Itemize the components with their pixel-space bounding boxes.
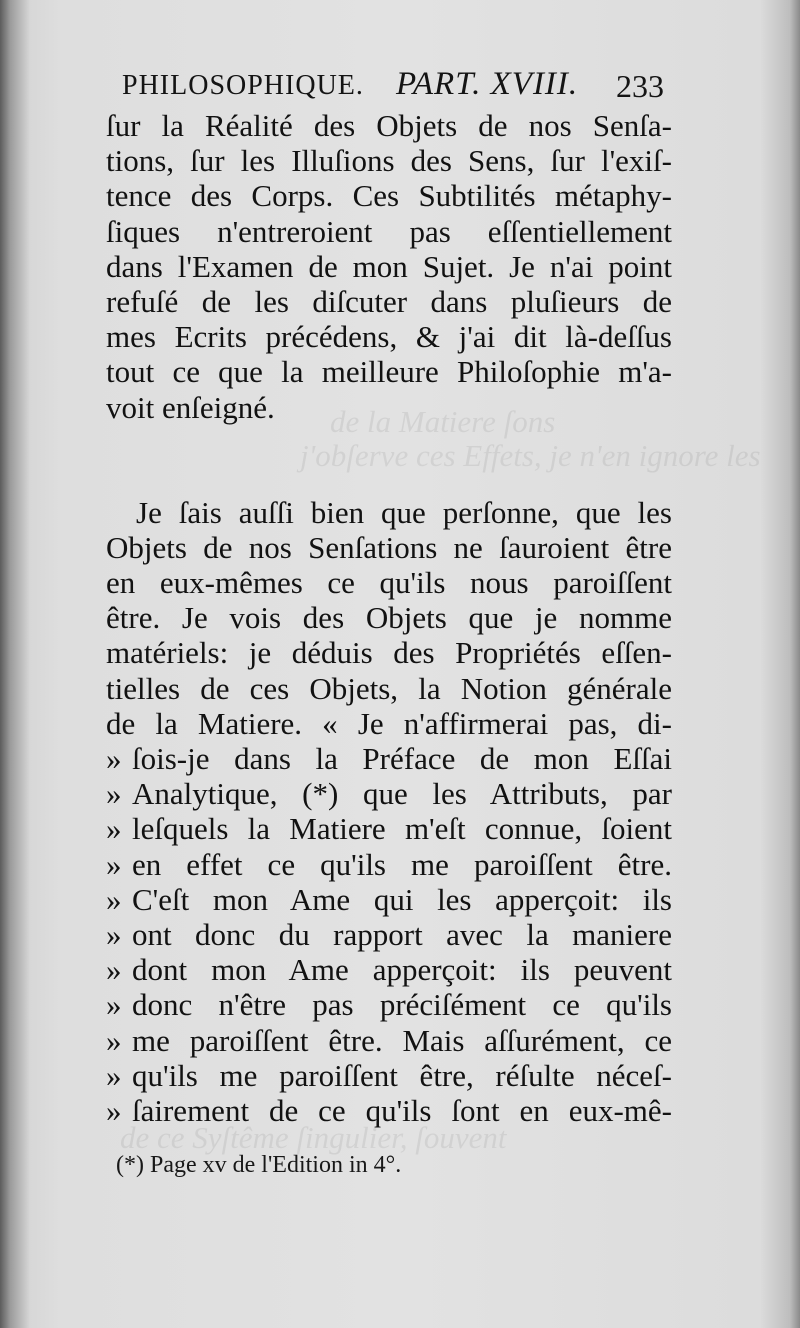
quoted-line <box>106 1023 672 1058</box>
text-line: Objets de nos Senſations ne ſauroient être <box>106 529 672 565</box>
quoted-line <box>106 1093 672 1128</box>
quote-mark: » <box>106 881 122 917</box>
quote-mark: » <box>106 776 122 812</box>
text-line: ſur la Réalité des Objets de nos Senſa- <box>106 108 672 143</box>
text-line: ſois-je dans la Préface de mon Eſſai <box>132 741 672 776</box>
text-line: ſairement de ce qu'ils ſont en eux-mê- <box>132 1092 672 1128</box>
text-line: dont mon Ame apperçoit: ils peuvent <box>132 952 672 988</box>
running-header <box>104 64 684 114</box>
quoted-line <box>106 847 672 882</box>
text-line: tielles de ces Objets, la Notion générale <box>106 670 672 706</box>
quote-mark: » <box>106 1022 122 1058</box>
quoted-line <box>106 776 672 811</box>
quote-mark: » <box>106 811 122 847</box>
text-line: être. Je vois des Objets que je nomme <box>106 600 672 636</box>
text-line: mes Ecrits précédens, & j'ai dit là-deſſus <box>106 319 672 355</box>
quoted-line <box>106 917 672 952</box>
paragraph-gap <box>106 425 672 495</box>
quote-mark: » <box>106 846 122 882</box>
text-line: refuſé de les diſcuter dans pluſieurs de <box>106 283 672 319</box>
text-line: voit enſeigné. <box>106 389 275 425</box>
footnote: (*) Page xv de l'Edition in 4°. <box>116 1152 402 1178</box>
text-line: Je ſais auſſi bien que perſonne, que les <box>136 494 672 530</box>
text-line: me paroiſſent être. Mais aſſurément, ce <box>132 1022 672 1058</box>
text-line: tout ce que la meilleure Philoſophie m'a- <box>106 354 672 390</box>
header-title: PHILOSOPHIQUE. <box>122 70 364 101</box>
bleed-through-text: j'obſerve ces Effets, je n'en ignore les <box>300 438 761 473</box>
page-body <box>106 108 672 1128</box>
quoted-line <box>106 811 672 846</box>
quote-mark: » <box>106 1092 122 1128</box>
text-line: tence des Corps. Ces Subtilités métaphy- <box>106 178 672 214</box>
text-line: en eux-mêmes ce qu'ils nous paroiſſent <box>106 565 672 601</box>
quoted-line <box>106 952 672 987</box>
bleed-through-text: de ce Syſtême ſingulier, ſouvent <box>120 1120 507 1155</box>
paragraph-2 <box>106 495 672 1128</box>
quote-mark: » <box>106 1057 122 1093</box>
quote-mark: » <box>106 952 122 988</box>
text-line: donc n'être pas préciſément ce qu'ils <box>132 987 672 1023</box>
quoted-line <box>106 882 672 917</box>
quoted-line <box>106 987 672 1022</box>
bleed-through-text: de la Matiere ſons <box>330 404 556 439</box>
quote-mark: » <box>106 741 122 776</box>
text-line: qu'ils me paroiſſent être, réſulte néceſ- <box>132 1057 672 1093</box>
text-line: ſiques n'entreroient pas eſſentiellement <box>106 213 672 249</box>
text-line: matériels: je déduis des Propriétés eſſen- <box>106 635 672 671</box>
text-line: tions, ſur les Illuſions des Sens, ſur l'exiſ- <box>106 143 672 179</box>
text-line: de la Matiere. « Je n'affirmerai pas, di- <box>106 705 672 741</box>
text-line: C'eſt mon Ame qui les apperçoit: ils <box>132 881 672 917</box>
text-line: ont donc du rapport avec la maniere <box>132 916 672 952</box>
quote-mark: » <box>106 987 122 1023</box>
text-line: dans l'Examen de mon Sujet. Je n'ai point <box>106 248 672 284</box>
text-line: Analytique, (*) que les Attributs, par <box>132 776 672 812</box>
paragraph-1 <box>106 108 672 425</box>
header-part: PART. XVIII. <box>396 66 579 102</box>
quote-mark: » <box>106 916 122 952</box>
text-line: leſquels la Matiere m'eſt connue, ſoient <box>132 811 672 847</box>
quoted-line <box>106 1058 672 1093</box>
quoted-line <box>106 741 672 776</box>
page-number: 233 <box>616 68 664 104</box>
text-line: en effet ce qu'ils me paroiſſent être. <box>132 846 672 882</box>
